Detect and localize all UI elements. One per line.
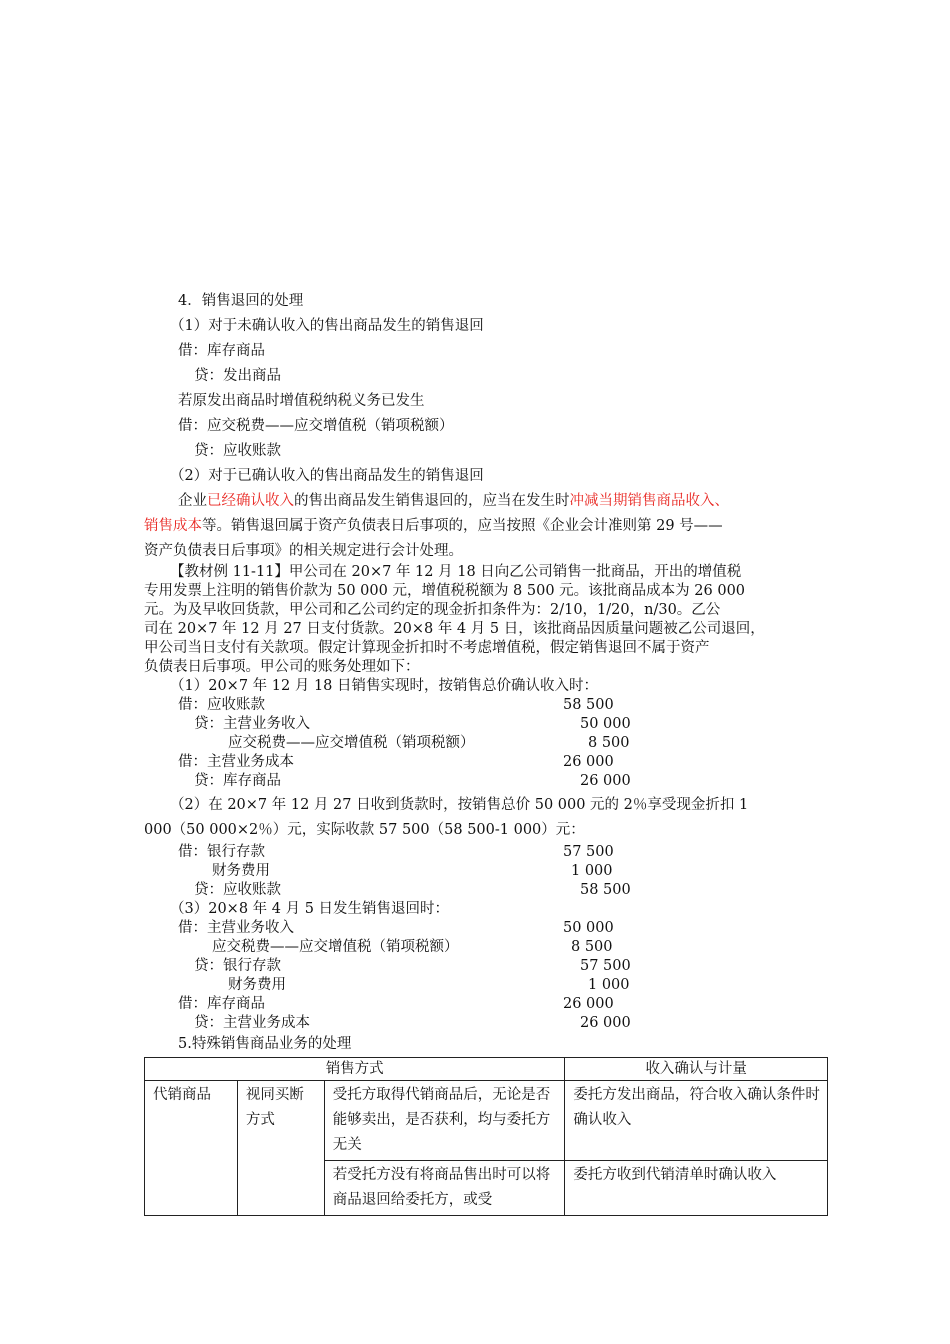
special-sales-table <box>144 1057 828 1216</box>
example-line: 元。为及早收回货款，甲公司和乙公司约定的现金折扣条件为：2/10，1/20，n/30。乙公 <box>144 602 721 618</box>
row-recognition-cell: 委托方发出商品，符合收入确认条件时确认收入 <box>565 1081 828 1161</box>
example-line: 司在 20×7 年 12 月 27 日支付货款。20×8 年 4 月 5 日，该批商品因质量问题被乙公司退回， <box>144 621 765 637</box>
subsection-1-title: （1）对于未确认收入的售出商品发生的销售退回 <box>170 318 484 334</box>
paragraph-line <box>144 516 723 536</box>
step-1-title: （1）20×7 年 12 月 18 日销售实现时，按销售总价确认收入时： <box>170 678 598 694</box>
entry-label: 借：库存商品 <box>178 996 265 1012</box>
entry-label: 贷：库存商品 <box>194 773 281 789</box>
example-line: 专用发票上注明的销售价款为 50 000 元，增值税税额为 8 500 元。该批商品成本为 26 000 <box>144 583 746 599</box>
entry-label: 贷：主营业务收入 <box>194 716 310 732</box>
entry-amount: 26 000 <box>580 773 631 789</box>
entry-amount: 58 500 <box>563 697 614 713</box>
row-category-cell: 代销商品 <box>145 1081 238 1216</box>
note-line: 若原发出商品时增值税纳税义务已发生 <box>178 393 425 409</box>
example-line: 【教材例 11-11】甲公司在 20×7 年 12 月 18 日向乙公司销售一批商品，开出的增值税 <box>170 564 742 580</box>
entry-label: 借：主营业务成本 <box>178 754 294 770</box>
highlight-text: 已经确认收入 <box>207 493 294 509</box>
entry-label: 财务费用 <box>228 977 286 993</box>
entry-amount: 58 500 <box>580 882 631 898</box>
row-subcategory-cell: 视同买断方式 <box>237 1081 324 1216</box>
entry-amount: 26 000 <box>580 1015 631 1031</box>
step-2-title: （2）在 20×7 年 12 月 27 日收到货款时，按销售总价 50 000 元的 2％享受现金折扣 1 <box>170 797 749 813</box>
entry-amount: 50 000 <box>580 716 631 732</box>
header-revenue-recognition: 收入确认与计量 <box>565 1058 828 1081</box>
entry-amount: 8 500 <box>588 735 630 751</box>
step-3-title: （3）20×8 年 4 月 5 日发生销售退回时： <box>170 901 450 917</box>
entry-amount: 26 000 <box>563 996 614 1012</box>
text-span: 企业 <box>178 493 207 509</box>
entry-label: 贷：银行存款 <box>194 958 281 974</box>
highlight-text: 销售成本 <box>144 518 202 534</box>
row-description-cell: 受托方取得代销商品后，无论是否能够卖出，是否获利，均与委托方无关 <box>324 1081 565 1161</box>
entry-amount: 26 000 <box>563 754 614 770</box>
row-description-cell: 若受托方没有将商品售出时可以将商品退回给委托方，或受 <box>324 1161 565 1216</box>
entry-label: 借：应收账款 <box>178 697 265 713</box>
entry-amount: 8 500 <box>571 939 613 955</box>
subsection-2-title: （2）对于已确认收入的售出商品发生的销售退回 <box>170 468 484 484</box>
entry-amount: 57 500 <box>580 958 631 974</box>
step-2-title-cont: 000（50 000×2％）元，实际收款 57 500（58 500-1 000）元： <box>144 822 585 838</box>
entry-amount: 1 000 <box>571 863 613 879</box>
paragraph-line <box>178 491 729 511</box>
highlight-text: 冲减当期销售商品收入、 <box>569 493 729 509</box>
paragraph-line: 资产负债表日后事项》的相关规定进行会计处理。 <box>144 543 463 559</box>
journal-debit-line: 借：库存商品 <box>178 343 265 359</box>
journal-credit-line: 贷：应收账款 <box>194 443 281 459</box>
row-recognition-cell: 委托方收到代销清单时确认收入 <box>565 1161 828 1216</box>
entry-label: 贷：应收账款 <box>194 882 281 898</box>
text-span: 等。销售退回属于资产负债表日后事项的，应当按照《企业会计准则第 29 号—— <box>202 518 723 534</box>
entry-label: 应交税费——应交增值税（销项税额） <box>228 735 475 751</box>
header-sales-method: 销售方式 <box>145 1058 565 1081</box>
entry-label: 借：银行存款 <box>178 844 265 860</box>
journal-debit-line: 借：应交税费——应交增值税（销项税额） <box>178 418 454 434</box>
section-4-heading: 4．销售退回的处理 <box>178 293 304 309</box>
entry-label: 财务费用 <box>212 863 270 879</box>
table-row <box>145 1081 828 1161</box>
entry-label: 应交税费——应交增值税（销项税额） <box>212 939 459 955</box>
example-line: 负债表日后事项。甲公司的账务处理如下： <box>144 659 420 675</box>
entry-amount: 1 000 <box>588 977 630 993</box>
text-span: 的售出商品发生销售退回的，应当在发生时 <box>294 493 570 509</box>
journal-credit-line: 贷：发出商品 <box>194 368 281 384</box>
entry-label: 贷：主营业务成本 <box>194 1015 310 1031</box>
example-line: 甲公司当日支付有关款项。假定计算现金折扣时不考虑增值税，假定销售退回不属于资产 <box>144 640 710 656</box>
entry-amount: 57 500 <box>563 844 614 860</box>
section-5-heading: 5.特殊销售商品业务的处理 <box>178 1036 352 1052</box>
table-header-row <box>145 1058 828 1081</box>
entry-label: 借：主营业务收入 <box>178 920 294 936</box>
entry-amount: 50 000 <box>563 920 614 936</box>
